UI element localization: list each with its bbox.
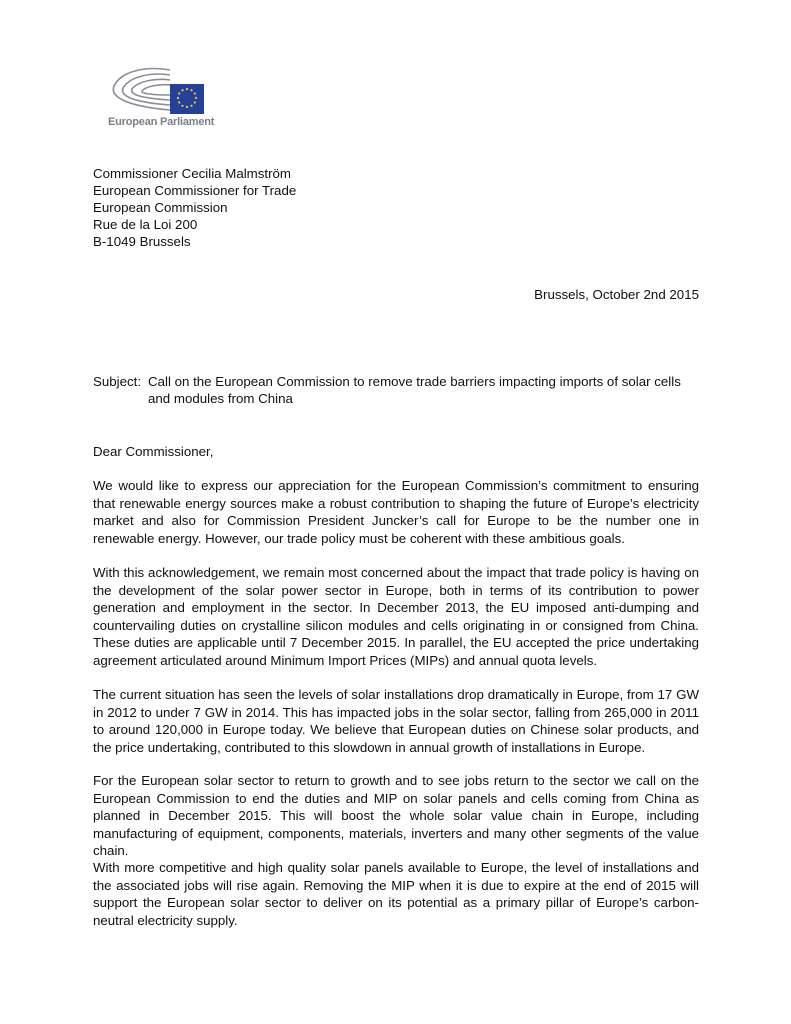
subject-text: Call on the European Commission to remove trade barriers impacting imports of solar cells and modules from China	[148, 374, 681, 406]
letter-date: Brussels, October 2nd 2015	[534, 287, 699, 302]
salutation: Dear Commissioner,	[93, 444, 214, 459]
body-paragraph: With this acknowledgement, we remain most concerned about the impact that trade policy is having on the development of the solar power sector in Europe, both in terms of its contribution to power generation and employment in the sector. In December 2013, the EU imposed anti-dumping and countervailing duties on crystalline silicon modules and cells originating in or consigned from China. These duties are applicable until 7 December 2015. In parallel, the EU accepted the price undertaking agreement articulated around Minimum Import Prices (MIPs) and annual quota levels.	[93, 565, 699, 668]
european-parliament-logo	[108, 62, 214, 134]
parliament-hemicycle-icon	[108, 62, 214, 116]
recipient-line: European Commission	[93, 200, 228, 215]
body-paragraph: With more competitive and high quality solar panels available to Europe, the level of installations and the associated jobs will rise again. Removing the MIP when it is due to expire at the end of 2015 will support the European solar sector to deliver on its potential as a primary pillar of Europe’s carbon-neutral electricity supply.	[93, 860, 699, 928]
subject-label: Subject:	[93, 374, 142, 389]
body-paragraph: We would like to express our appreciation for the European Commission’s commitment to ensuring that renewable energy sources make a robust contribution to shaping the future of Europe’s electricity market and also for Commission President Juncker’s call for Europe to be the number one in renewable energy. However, our trade policy must be coherent with these ambitious goals.	[93, 478, 699, 546]
recipient-line: European Commissioner for Trade	[93, 183, 297, 198]
body-paragraph: The current situation has seen the levels of solar installations drop dramatically in Europe, from 17 GW in 2012 to under 7 GW in 2014. This has impacted jobs in the solar sector, falling from 265,000 in 2011 to around 120,000 in Europe today. We believe that European duties on Chinese solar products, and the price undertaking, contributed to this slowdown in annual growth of installations in Europe.	[93, 687, 699, 755]
recipient-line: Rue de la Loi 200	[93, 217, 198, 232]
logo-caption: European Parliament	[108, 116, 215, 128]
recipient-address	[93, 165, 296, 250]
body-paragraph: For the European solar sector to return to growth and to see jobs return to the sector we call on the European Commission to end the duties and MIP on solar panels and cells coming from China as planned in December 2015. This will boost the whole solar value chain in Europe, including manufacturing of equipment, components, materials, inverters and many other segments of the value chain.	[93, 773, 699, 858]
recipient-line: Commissioner Cecilia Malmström	[93, 166, 292, 181]
recipient-line: B-1049 Brussels	[93, 234, 191, 249]
subject-line	[93, 373, 699, 407]
